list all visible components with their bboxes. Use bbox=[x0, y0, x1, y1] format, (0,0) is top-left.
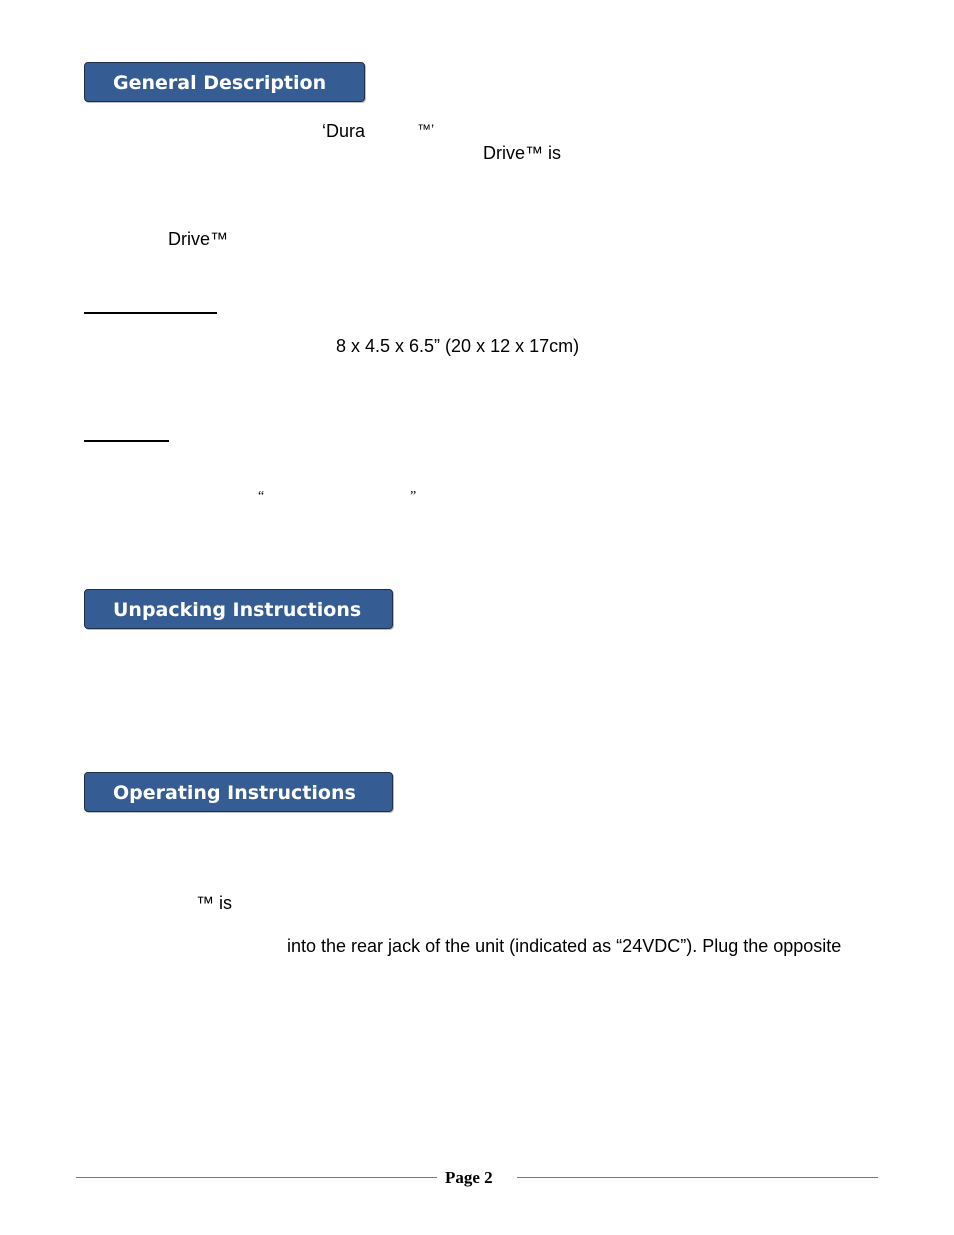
dimensions-text: 8 x 4.5 x 6.5” (20 x 12 x 17cm) bbox=[336, 336, 580, 356]
subheading-underline-second bbox=[84, 440, 169, 442]
drive-tm-text: Drive™ bbox=[168, 229, 229, 249]
footer-rule-left bbox=[76, 1177, 437, 1178]
drive-tm-is-text: Drive™ is bbox=[483, 143, 562, 163]
open-quote-text: “ bbox=[258, 489, 265, 504]
operating-instructions-header: Operating Instructions bbox=[84, 772, 393, 812]
close-quote-text: ” bbox=[410, 489, 417, 504]
tm-quote-text: ™’ bbox=[417, 121, 435, 137]
page-number: Page 2 bbox=[445, 1168, 493, 1187]
general-description-header: General Description bbox=[84, 62, 365, 102]
footer-rule-right bbox=[517, 1177, 878, 1178]
rear-jack-text: into the rear jack of the unit (indicated as “24VDC”). Plug the opposite bbox=[287, 936, 842, 956]
dura-quote-text: ‘Dura bbox=[322, 121, 366, 141]
unpacking-instructions-header: Unpacking Instructions bbox=[84, 589, 393, 629]
tm-is-text: ™ is bbox=[196, 893, 232, 913]
subheading-underline-dimensions bbox=[84, 312, 217, 314]
